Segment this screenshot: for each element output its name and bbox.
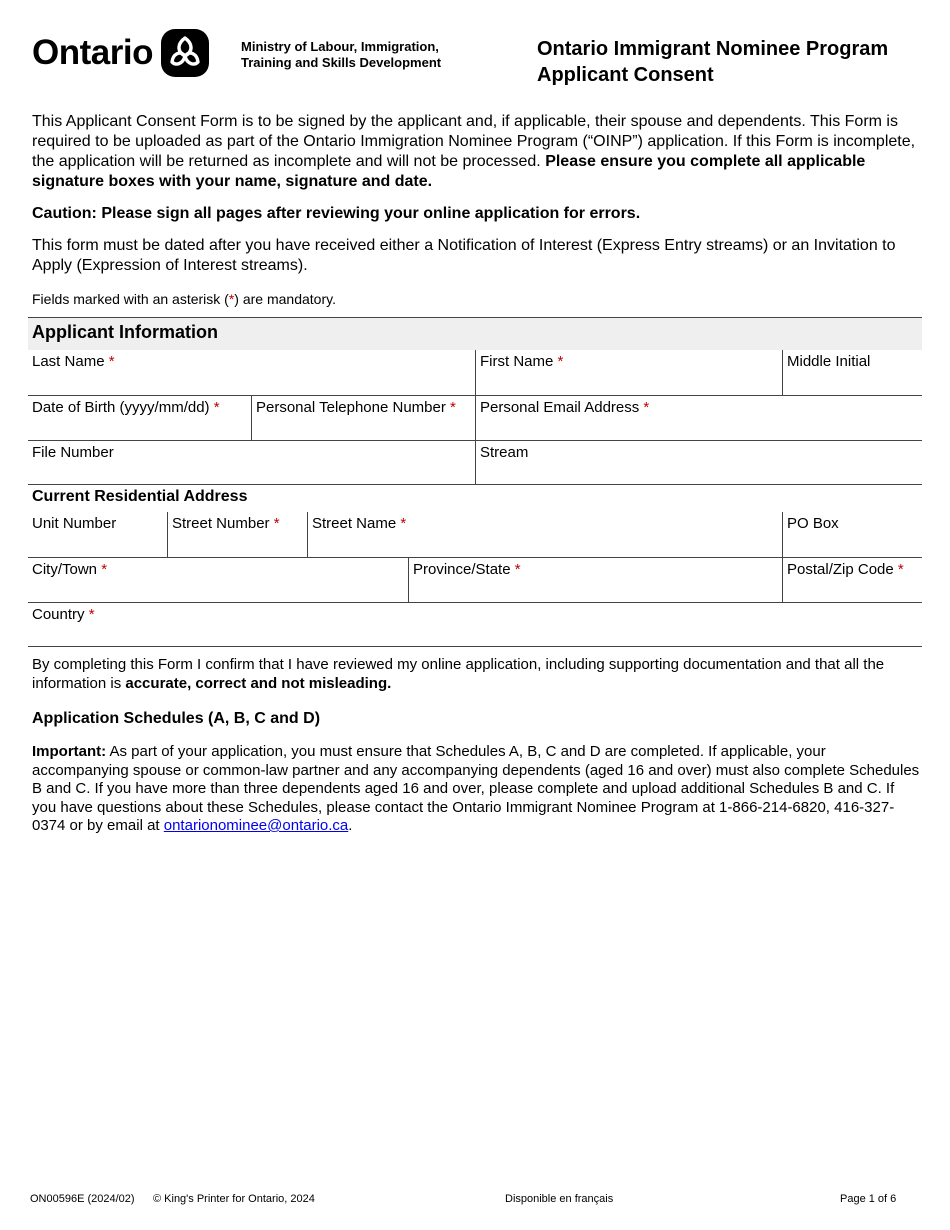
mandatory-note: Fields marked with an asterisk (*) are mandatory. (32, 291, 336, 307)
phone-field[interactable]: Personal Telephone Number * (251, 396, 475, 441)
stream-field[interactable]: Stream (475, 441, 922, 485)
instructions (32, 112, 922, 314)
trillium-icon (161, 29, 209, 77)
page-header (32, 28, 922, 88)
date-of-birth-field[interactable]: Date of Birth (yyyy/mm/dd) * (28, 396, 251, 441)
ministry-name: Ministry of Labour, Immigration, Training and Skills Development (241, 39, 442, 70)
province-field[interactable]: Province/State * (408, 558, 782, 603)
first-name-field[interactable]: First Name * (475, 350, 782, 396)
important-paragraph: Important: As part of your application, you must ensure that Schedules A, B, C and D are completed. If applicable, your accompanying spouse or common-law partner and any accompanying dependents (aged 16 and over) must also complete Schedules B and C. If you have more than three dependents aged 16 and over, please complete and upload additional Schedules B and C. If you have questions about these Schedules, please contact the Ontario Immigrant Nominee Program at 1-866-214-6820, 416-327-0374 or by email at ontarionominee@ontario.ca. (32, 743, 920, 834)
applicant-information-grid (28, 350, 922, 485)
form-title: Ontario Immigrant Nominee Program Applicant Consent (537, 38, 889, 86)
po-box-field[interactable]: PO Box (782, 512, 922, 558)
street-name-field[interactable]: Street Name * (307, 512, 782, 558)
intro-paragraph: This Applicant Consent Form is to be signed by the applicant and, if applicable, their spouse and dependents. This Form is required to be uploaded as part of the Ontario Immigration Nominee Program (“OINP”) application. If this Form is incomplete, the application will be returned as incomplete and will not be processed. Please ensure you complete all applicable signature boxes with your name, signature and date. (32, 113, 916, 190)
copyright: © King's Printer for Ontario, 2024 (153, 1193, 315, 1205)
ontario-logo (32, 28, 209, 78)
city-field[interactable]: City/Town * (28, 558, 408, 603)
page-number: Page 1 of 6 (840, 1193, 897, 1205)
applicant-information-header: Applicant Information (28, 317, 922, 350)
last-name-field[interactable]: Last Name * (28, 350, 475, 396)
logo-wordmark: Ontario (32, 33, 153, 72)
oinp-email-link[interactable]: ontarionominee@ontario.ca (163, 817, 349, 834)
email-field[interactable]: Personal Email Address * (475, 396, 922, 441)
french-availability: Disponible en français (505, 1193, 614, 1205)
middle-initial-field[interactable]: Middle Initial (782, 350, 922, 396)
street-number-field[interactable]: Street Number * (167, 512, 307, 558)
residential-address-grid (28, 512, 922, 647)
residential-address-heading: Current Residential Address (32, 488, 248, 505)
unit-number-field[interactable]: Unit Number (28, 512, 167, 558)
confirmation-paragraph: By completing this Form I confirm that I have reviewed my online application, including supporting documentation and that all the information is accurate, correct and not misleading. (32, 656, 885, 692)
date-note-paragraph: This form must be dated after you have received either a Notification of Interest (Express Entry streams) or an Invitation to Apply (Expression of Interest streams). (32, 237, 896, 274)
caution-paragraph: Caution: Please sign all pages after reviewing your online application for errors. (32, 205, 641, 222)
file-number-field[interactable]: File Number (28, 441, 475, 485)
country-field[interactable]: Country * (28, 603, 922, 647)
form-code: ON00596E (2024/02) (30, 1193, 135, 1205)
schedules-heading: Application Schedules (A, B, C and D) (32, 710, 321, 727)
postal-code-field[interactable]: Postal/Zip Code * (782, 558, 922, 603)
